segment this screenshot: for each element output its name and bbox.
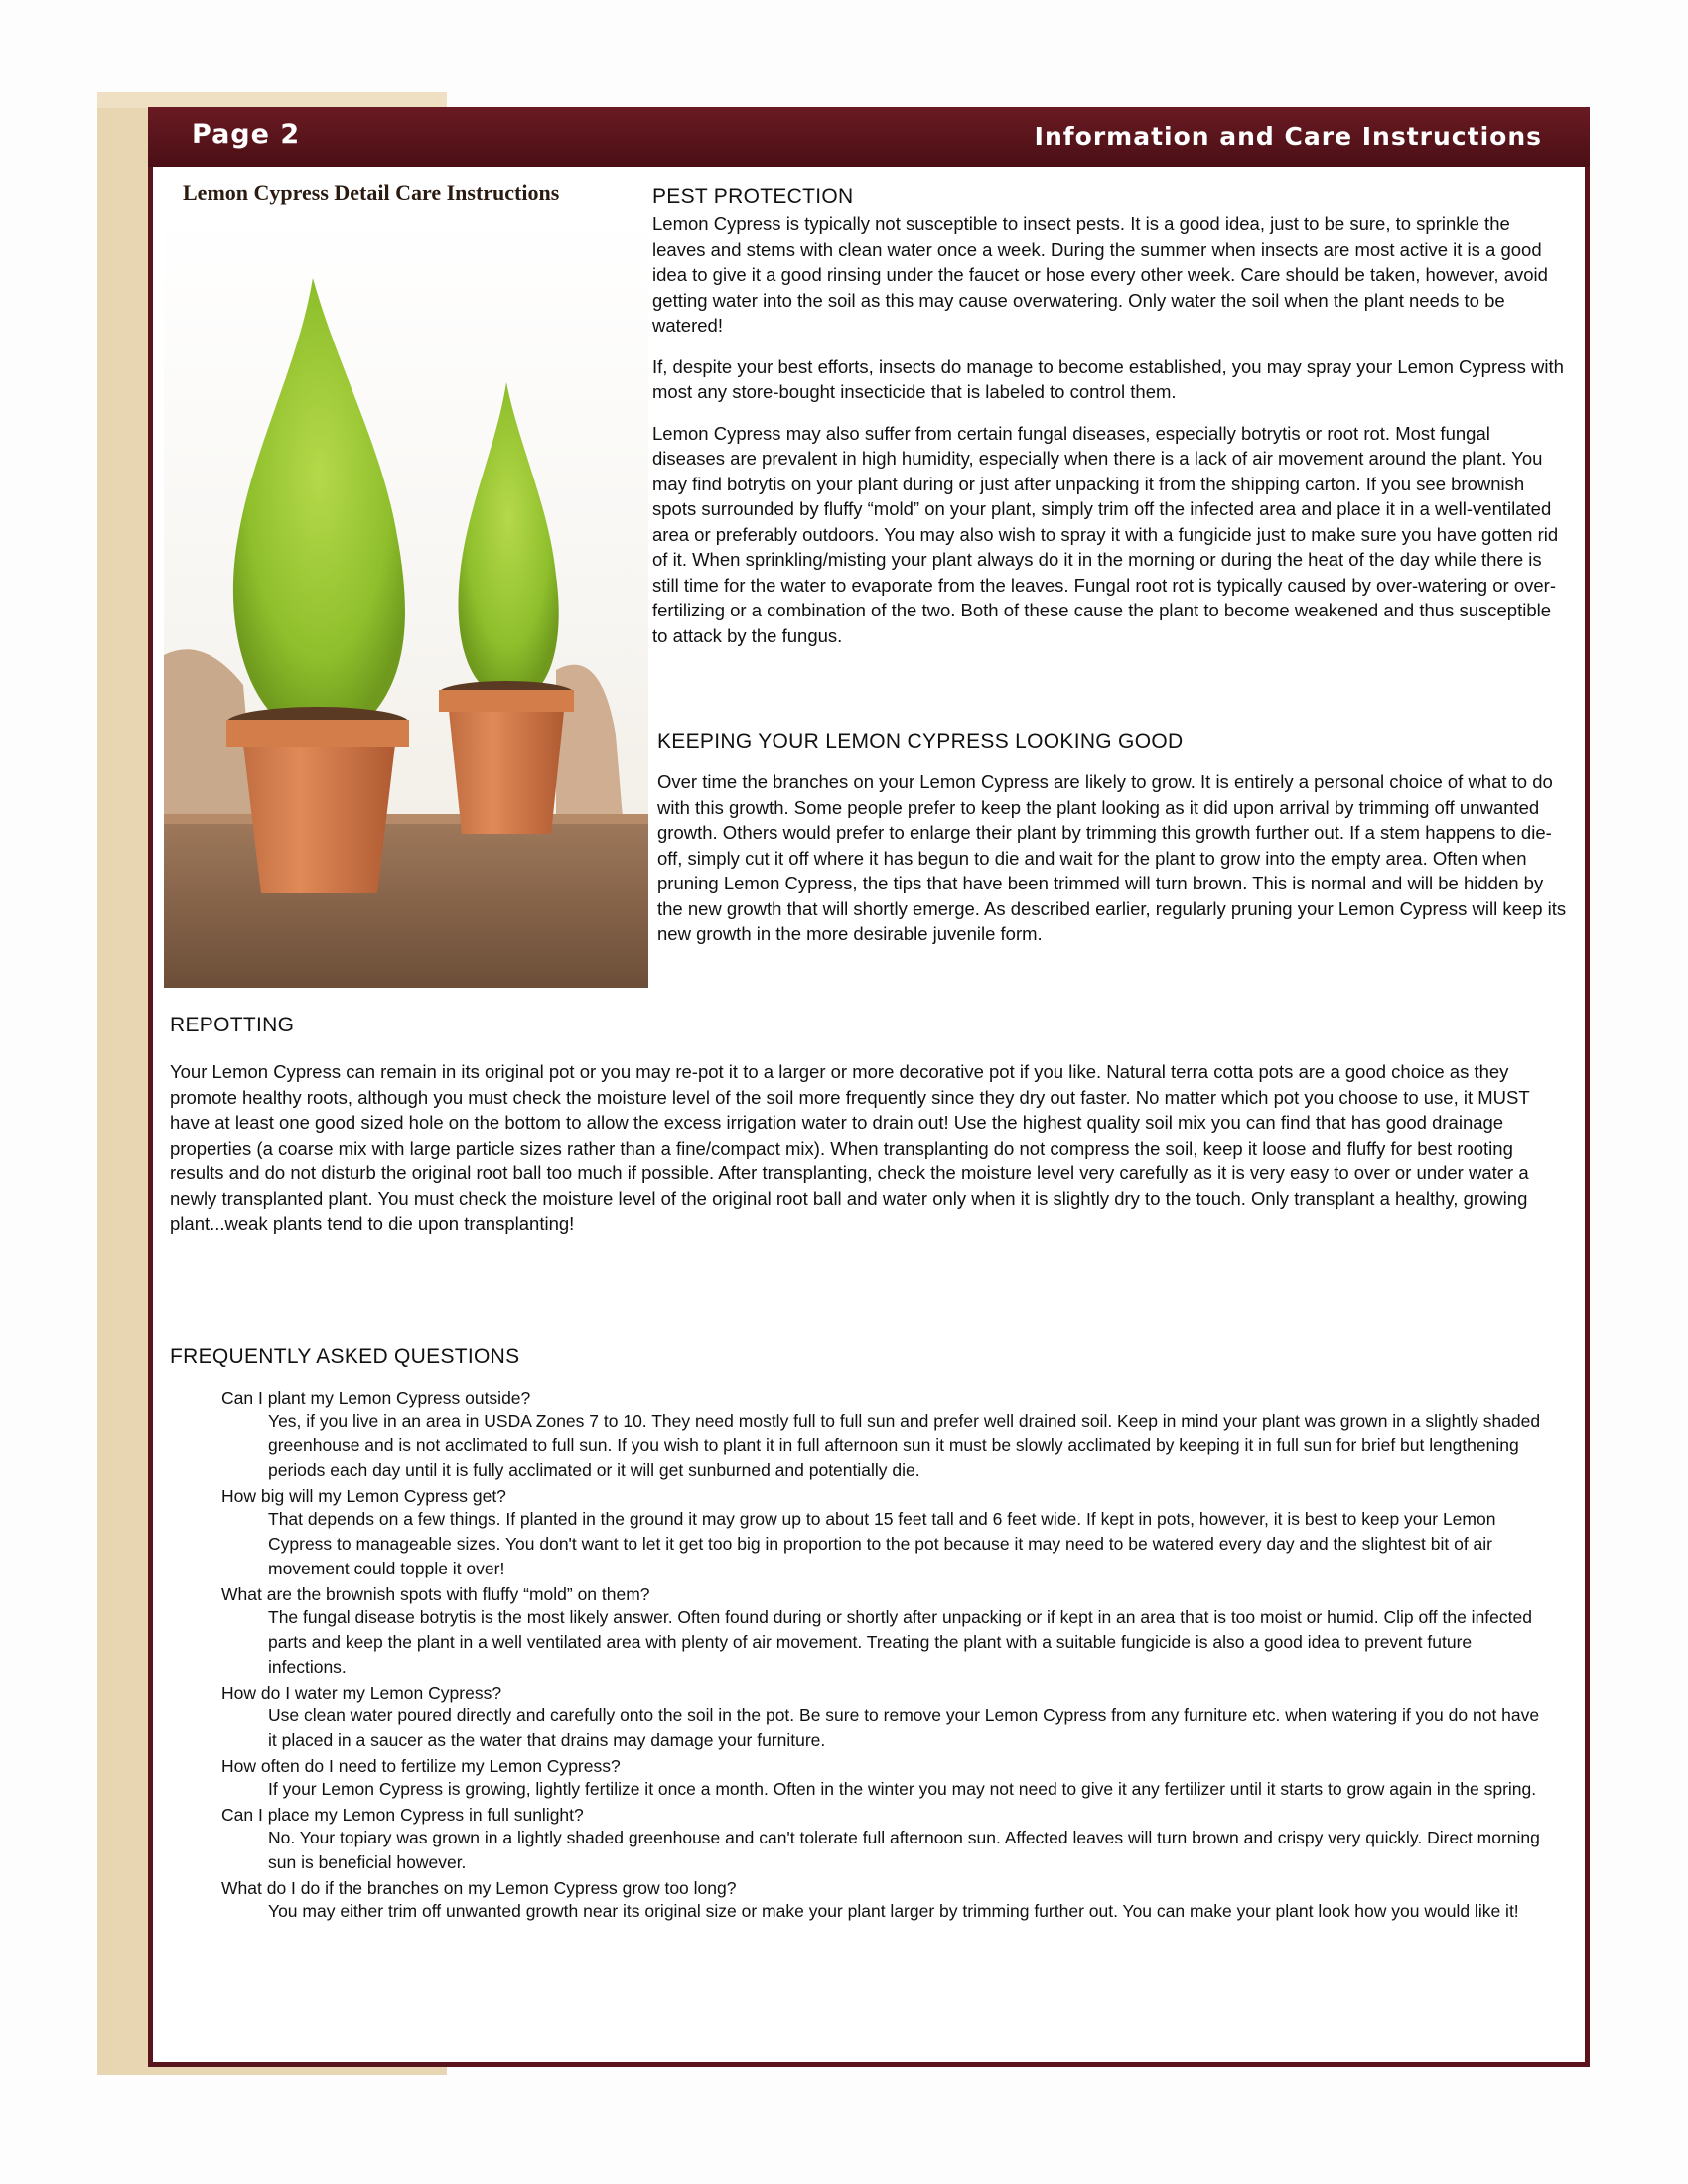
faq-item: [221, 1583, 1542, 1680]
pest-paragraph-3: Lemon Cypress may also suffer from certain fungal diseases, especially botrytis or root rot. Most fungal diseases are prevalent in high humidity, especially when there is a lack of air movement around the plant. You may find botrytis on your plant during or just after unpacking it from the shipping carton. If you see brownish spots surrounded by fluffy “mold” on your plant, simply trim off the infected area and place it in a well-ventilated area or preferably outdoors. You may also wish to spray it with a fungicide just to make sure you have gotten rid of it. When sprinkling/misting your plant always do it in the morning or during the heat of the day while there is still time for the water to evaporate from the leaves. Fungal root rot is typically caused by over-watering or over-fertilizing or a combination of the two. Both of these cause the plant to become weakened and thus susceptible to attack by the fungus.: [652, 422, 1559, 646]
faq-question: What are the brownish spots with fluffy “mold” on them?: [221, 1584, 650, 1604]
faq-answer: Use clean water poured directly and carefully onto the soil in the pot. Be sure to remove your Lemon Cypress from any furniture etc. when watering if you do not have it placed in a saucer as the water that drains may damage your furniture.: [268, 1706, 1540, 1750]
faq-section: [170, 1345, 1570, 1926]
repotting-section: [170, 1014, 1570, 1237]
faq-answer: That depends on a few things. If planted in the ground it may grow up to about 15 feet tall and 6 feet wide. If kept in pots, however, it is best to keep your Lemon Cypress to manageable sizes. You don't want to let it get too big in proportion to the pot because it may need to be watered every day and the slightest bit of air movement could topple it over!: [268, 1509, 1496, 1578]
faq-item: [221, 1877, 1542, 1924]
faq-item: [221, 1387, 1542, 1483]
repotting-heading: REPOTTING: [170, 1014, 295, 1036]
pest-paragraph-1: Lemon Cypress is typically not susceptible to insect pests. It is a good idea, just to be sure, to sprinkle the leaves and stems with clean water once a week. During the summer when insects are most active it is a good idea to give it a good rinsing under the faucet or hose every other week. Care should be taken, however, avoid getting water into the soil as this may cause overwatering. Only water the soil when the plant needs to be watered!: [652, 213, 1548, 336]
pest-paragraph-2: If, despite your best efforts, insects do manage to become established, you may spray your Lemon Cypress with most any store-bought insecticide that is labeled to control them.: [652, 355, 1564, 402]
page-header: [148, 107, 1590, 167]
faq-item: [221, 1485, 1542, 1581]
pest-heading: PEST PROTECTION: [652, 185, 854, 207]
faq-answer: Yes, if you live in an area in USDA Zones 7 to 10. They need mostly full to full sun and prefer well drained soil. Keep in mind your plant was grown in a slightly shaded greenhouse and is not acclimated to full sun. If you wish to plant it in full afternoon sun it must be slowly acclimated by keeping it in full sun for brief but lengthening periods each day until it is fully acclimated or it will get sunburned and potentially die.: [268, 1411, 1541, 1480]
lemon-cypress-photo: [164, 218, 648, 988]
faq-heading: FREQUENTLY ASKED QUESTIONS: [170, 1345, 520, 1368]
header-title: Information and Care Instructions: [1034, 122, 1542, 151]
faq-list: [221, 1387, 1542, 1924]
pest-section: [652, 185, 1566, 648]
faq-item: [221, 1682, 1542, 1753]
faq-question: How do I water my Lemon Cypress?: [221, 1683, 502, 1703]
tan-strip-top: [97, 92, 447, 108]
faq-answer: No. Your topiary was grown in a lightly shaded greenhouse and can't tolerate full afternoon sun. Affected leaves will turn brown and crispy very quickly. Direct morning sun is beneficial however.: [268, 1828, 1540, 1872]
faq-question: How big will my Lemon Cypress get?: [221, 1486, 506, 1506]
keeping-paragraph: Over time the branches on your Lemon Cypress are likely to grow. It is entirely a personal choice of what to do with this growth. Some people prefer to keep the plant looking as it did upon arrival by trimming off unwanted growth. Others would prefer to enlarge their plant by trimming this growth further out. If a stem happens to die-off, simply cut it off where it has begun to die and wait for the plant to grow into the empty area. Often when pruning Lemon Cypress, the tips that have been trimmed will turn brown. This is normal and will be hidden by the new growth that will shortly emerge. As described earlier, regularly pruning your Lemon Cypress will keep its new growth in the more desirable juvenile form.: [657, 771, 1567, 944]
keeping-heading: KEEPING YOUR LEMON CYPRESS LOOKING GOOD: [657, 730, 1184, 752]
faq-item: [221, 1804, 1542, 1875]
repotting-paragraph: Your Lemon Cypress can remain in its original pot or you may re-pot it to a larger or more decorative pot if you like. Natural terra cotta pots are a good choice as they promote healthy roots, although you must check the moisture level of the soil more frequently since they dry out faster. No matter which pot you choose to use, it MUST have at least one good sized hole on the bottom to allow the excess irrigation water to drain out! Use the highest quality soil mix you can find that has good drainage properties (a coarse mix with large particle sizes rather than a fine/compact mix). When transplanting do not compress the soil, keep it loose and fluffy for best rooting results and do not disturb the original root ball too much if possible. After transplanting, check the moisture level very carefully as it is very easy to over or under water a newly transplanted plant. You must check the moisture level of the original root ball and water only when it is slightly dry to the touch. Only transplant a healthy, growing plant...weak plants tend to die upon transplanting!: [170, 1061, 1530, 1234]
faq-answer: You may either trim off unwanted growth near its original size or make your plant larger by trimming further out. You can make your plant look how you would like it!: [268, 1901, 1519, 1921]
faq-question: How often do I need to fertilize my Lemon Cypress?: [221, 1756, 621, 1776]
faq-question: What do I do if the branches on my Lemon Cypress grow too long?: [221, 1878, 737, 1898]
page-number: Page 2: [192, 119, 301, 150]
faq-question: Can I place my Lemon Cypress in full sunlight?: [221, 1805, 584, 1825]
faq-item: [221, 1755, 1542, 1802]
faq-answer: If your Lemon Cypress is growing, lightly fertilize it once a month. Often in the winter you may not need to give it any fertilizer until it starts to grow again in the spring.: [268, 1779, 1537, 1799]
keeping-section: [657, 730, 1571, 947]
side-title: Lemon Cypress Detail Care Instructions: [183, 180, 560, 205]
faq-question: Can I plant my Lemon Cypress outside?: [221, 1388, 531, 1408]
faq-answer: The fungal disease botrytis is the most likely answer. Often found during or shortly after unpacking or if kept in an area that is too moist or humid. Clip off the infected parts and keep the plant in a well ventilated area with plenty of air movement. Treating the plant with a suitable fungicide is also a good idea to prevent future infections.: [268, 1607, 1532, 1677]
